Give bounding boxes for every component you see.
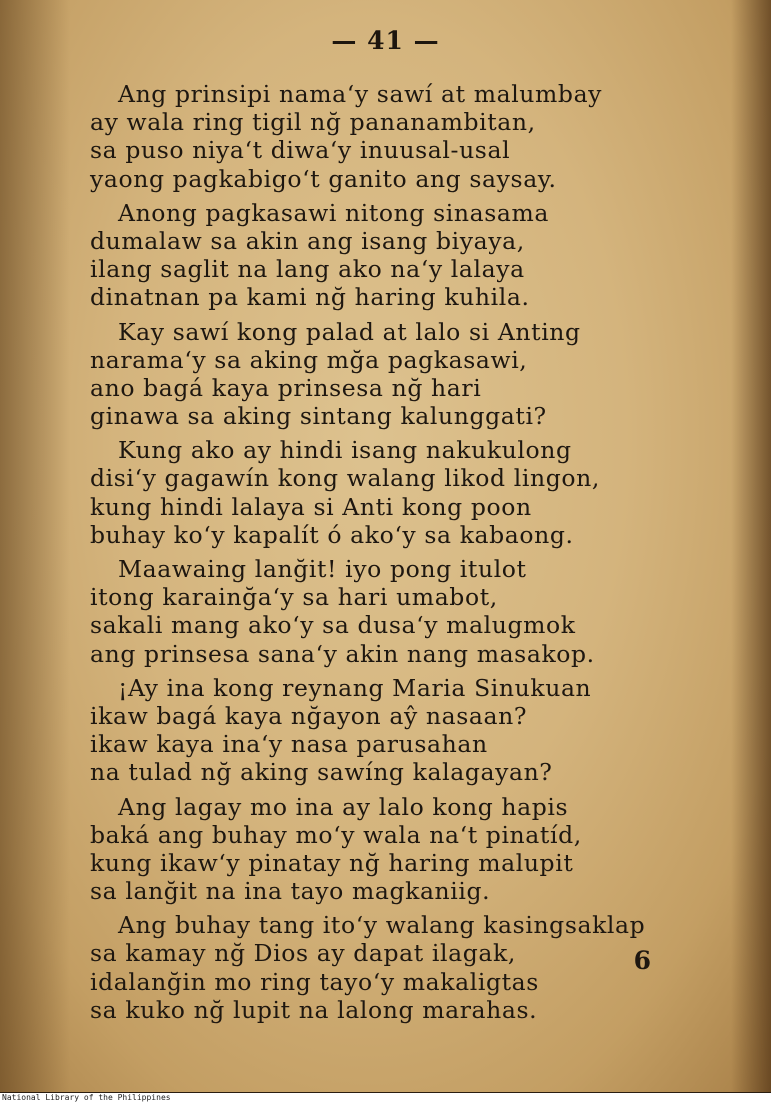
signature-mark: 6	[633, 946, 651, 975]
stanza-2	[90, 199, 670, 312]
poem-line: ang prinsesa sana‘y akin nang masakop.	[90, 639, 595, 668]
poem-line: sa kuko nğ lupit na lalong marahas.	[90, 995, 538, 1024]
poem-line: sa kamay nğ Dios ay dapat ilagak,	[90, 939, 516, 968]
poem-line: Ang buhay tang ito‘y walang kasingsaklap	[118, 911, 646, 940]
poem-line: kung hindi lalaya si Anti kong poon	[90, 492, 532, 521]
poem-line: Maawaing lanğit! iyo pong itulot	[118, 555, 527, 583]
poem-line: kung ikaw‘y pinatay nğ haring malupit	[90, 848, 574, 877]
poem-line: narama‘y sa aking mğa pagkasawi,	[90, 345, 528, 374]
poem-line: dinatnan pa kami nğ haring kuhila.	[90, 283, 530, 312]
stanza-8	[90, 911, 670, 1024]
poem-body	[90, 80, 670, 1030]
stanza-5	[90, 555, 670, 668]
stanza-1	[90, 80, 670, 193]
footer-bar	[0, 1093, 771, 1103]
poem-line: sakali mang ako‘y sa dusa‘y malugmok	[90, 611, 576, 640]
poem-line: Ang lagay mo ina ay lalo kong hapis	[118, 792, 569, 821]
poem-line: sa lanğit na ina tayo magkaniig.	[90, 877, 491, 906]
poem-line: dumalaw sa akin ang isang biyaya,	[90, 226, 525, 255]
poem-line: buhay ko‘y kapalít ó ako‘y sa kabaong.	[90, 520, 574, 549]
poem-line: yaong pagkabigo‘t ganito ang saysay.	[90, 164, 557, 193]
poem-line: idalanğin mo ring tayo‘y makaligtas	[90, 967, 539, 996]
poem-line: itong karainğa‘y sa hari umabot,	[90, 583, 498, 612]
poem-line: Anong pagkasawi nitong sinasama	[118, 198, 549, 227]
poem-line: ginawa sa aking sintang kalunggati?	[90, 402, 547, 431]
poem-line: ikaw bagá kaya nğayon aŷ nasaan?	[90, 701, 528, 730]
poem-line: Kay sawí kong palad at lalo si Anting	[118, 317, 581, 346]
poem-line: baká ang buhay mo‘y wala na‘t pinatíd,	[90, 820, 582, 849]
poem-line: ¡Ay ina kong reynang Maria Sinukuan	[118, 673, 592, 702]
poem-line: ay wala ring tigil nğ pananambitan,	[90, 108, 536, 137]
poem-line: Kung ako ay hindi isang nakukulong	[118, 436, 572, 465]
poem-line: ikaw kaya ina‘y nasa parusahan	[90, 730, 488, 759]
poem-line: disi‘y gagawín kong walang likod lingon,	[90, 464, 600, 493]
poem-line: sa puso niya‘t diwa‘y inuusal-usal	[90, 136, 511, 165]
poem-line: ilang saglit na lang ako na‘y lalaya	[90, 255, 525, 284]
poem-line: Ang prinsipi nama‘y sawí at malumbay	[118, 80, 603, 108]
page-number: — 41 —	[331, 26, 440, 55]
stanza-4	[90, 436, 670, 549]
stanza-3	[90, 318, 670, 431]
stanza-6	[90, 674, 670, 787]
footer-credit: National Library of the Philippines	[2, 1093, 171, 1102]
poem-line: na tulad nğ aking sawíng kalagayan?	[90, 758, 553, 787]
poem-line: ano bagá kaya prinsesa nğ hari	[90, 373, 482, 402]
stanza-7	[90, 793, 670, 906]
